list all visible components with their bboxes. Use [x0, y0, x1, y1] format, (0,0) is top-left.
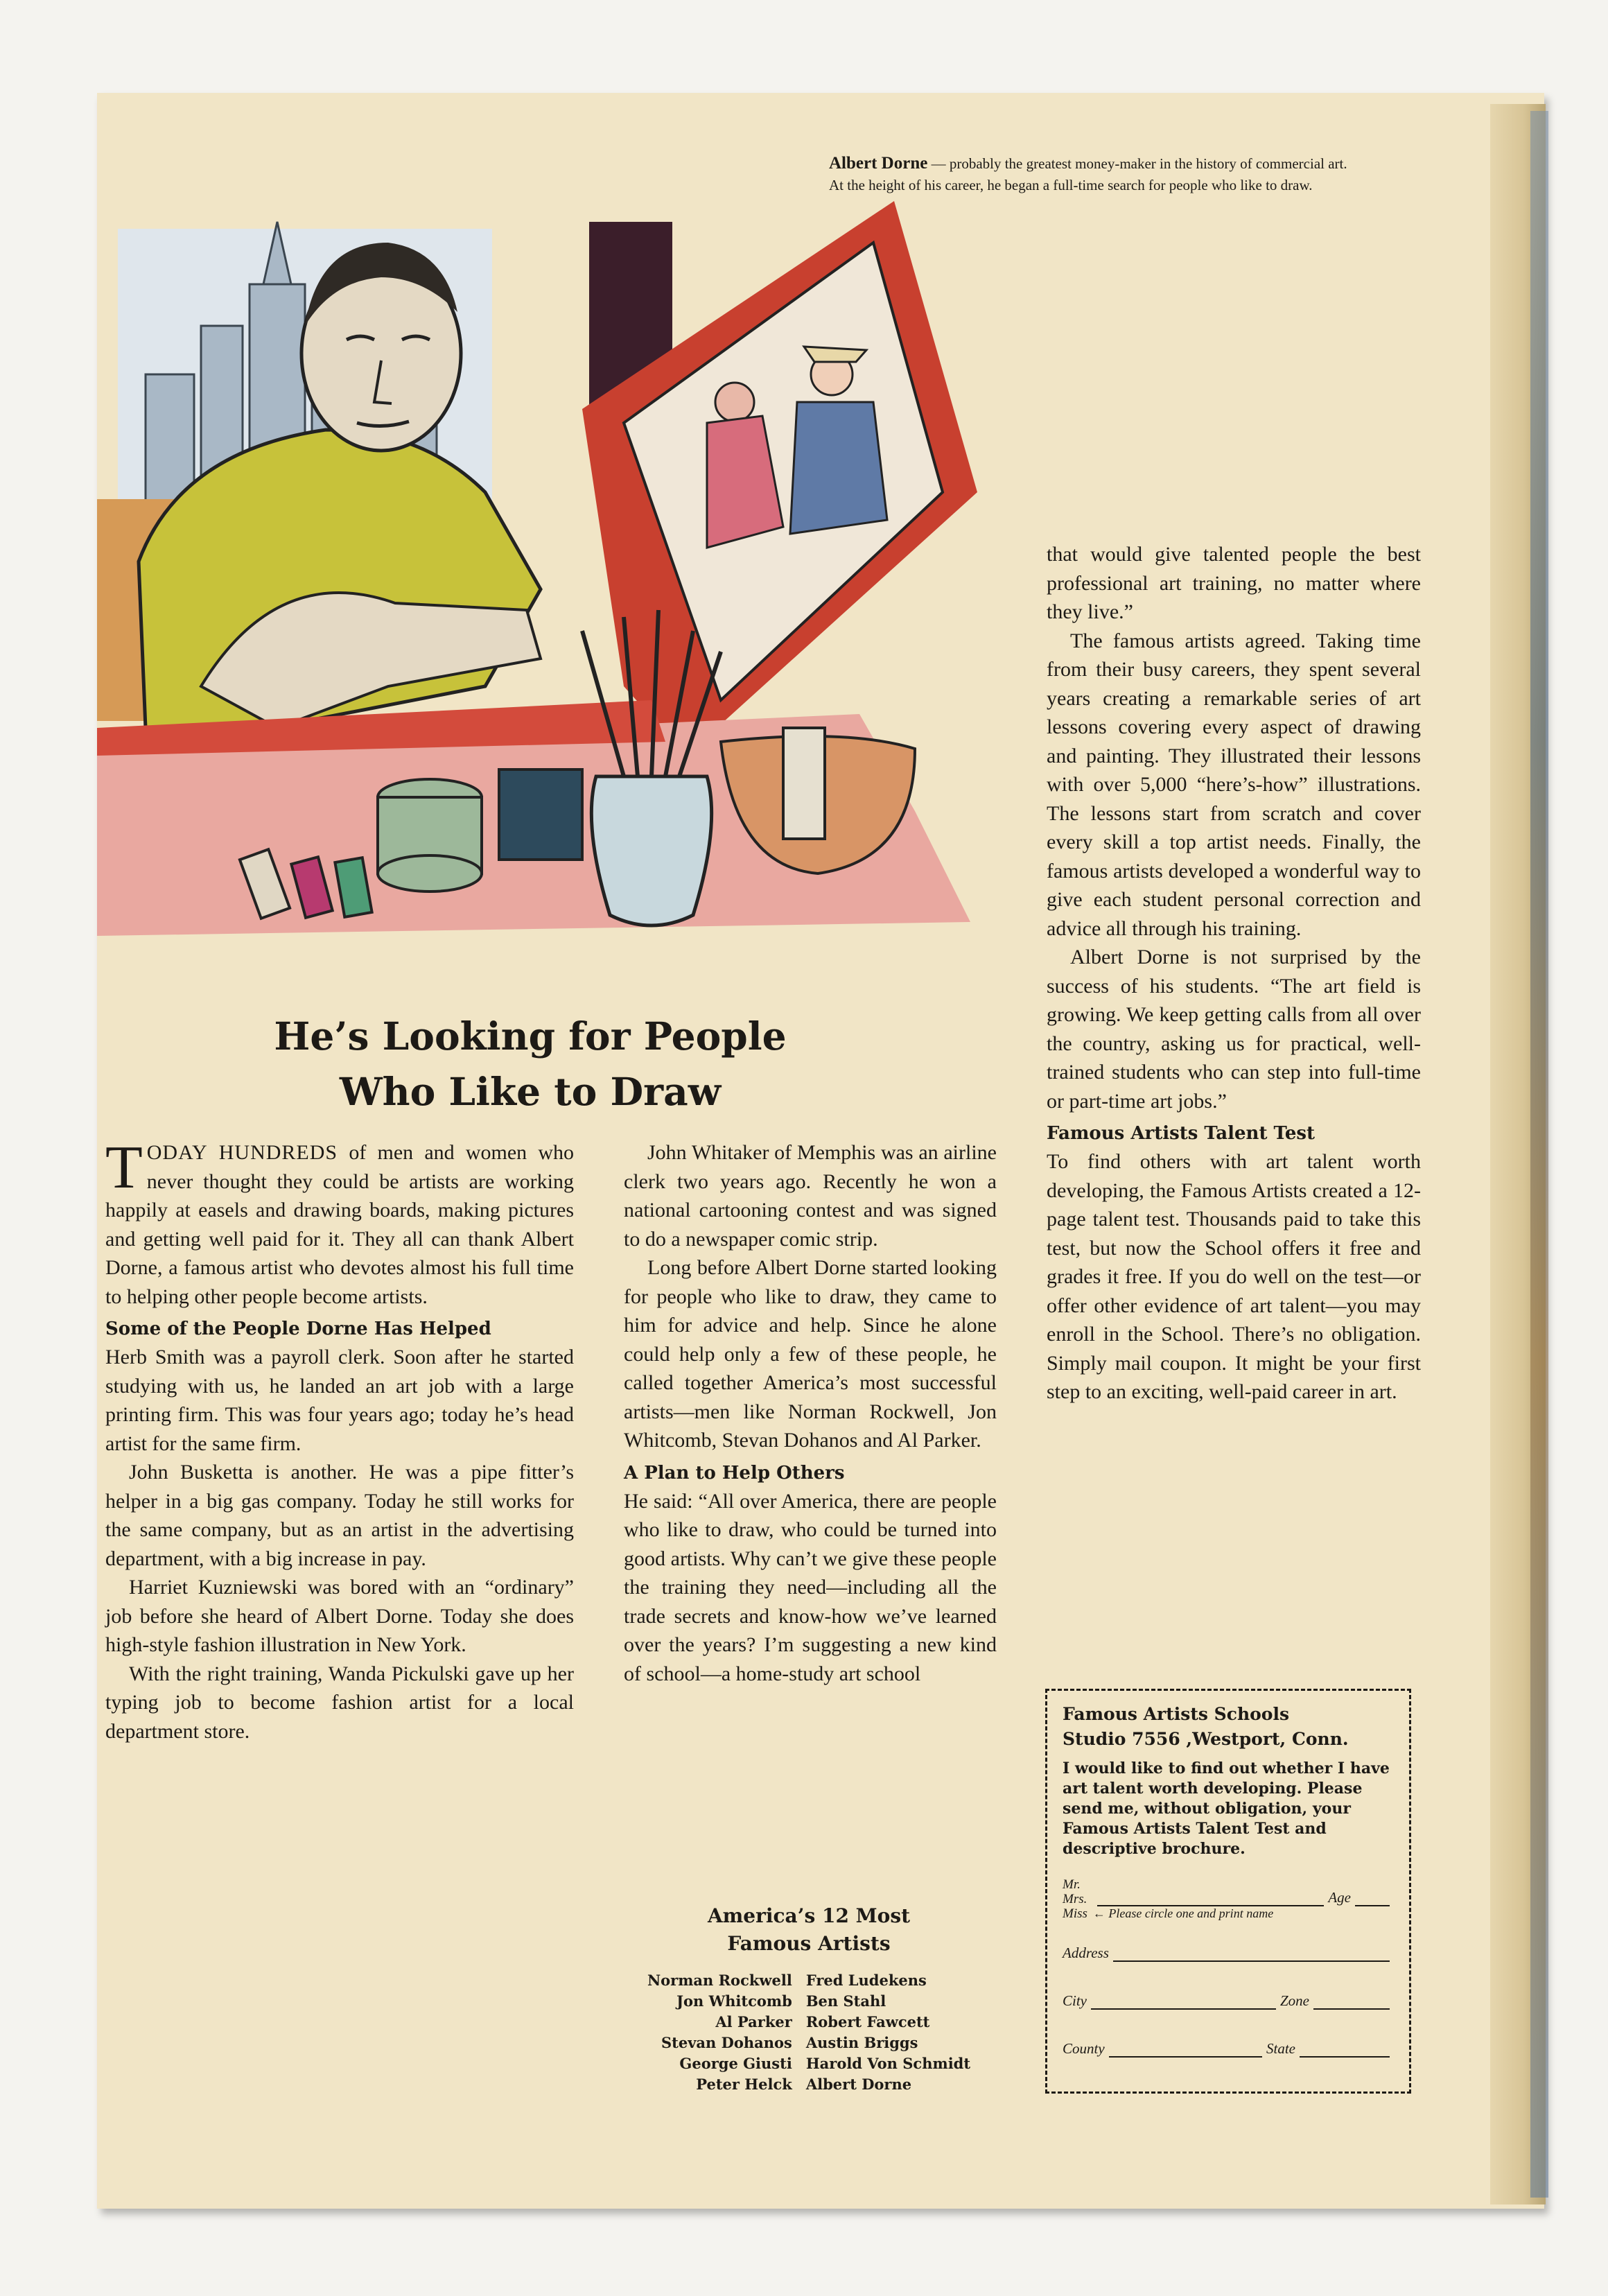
coupon-school: Famous Artists Schools — [1063, 1704, 1290, 1724]
paragraph-talent-test: To find others with art talent worth developing, the Famous Artists created a 12-page talent test. Thousands paid to take this test, but now the School offers it free and grades it free. If you do well on the test—or offer other evidence of art talent—you may enroll in the School. There’s no obligation. Simply mail coupon. It might be your first step to an exciting, well-paid career in art. — [1047, 1150, 1421, 1403]
artist-name: Austin Briggs — [805, 2034, 918, 2051]
article-column-1 — [105, 1134, 575, 1746]
paragraph-continued: that would give talented people the best professional art training, no matter where they live.” — [1047, 543, 1421, 623]
option-miss[interactable]: Miss — [1063, 1906, 1087, 1921]
headline — [166, 1009, 894, 1120]
lead-small-caps: ODAY HUNDREDS — [146, 1141, 338, 1164]
caption-name: Albert Dorne — [829, 154, 928, 173]
age-label: Age — [1328, 1889, 1351, 1906]
artist-name: George Giusti — [679, 2055, 792, 2072]
paragraph-herb-smith: Herb Smith was a payroll clerk. Soon after he started studying with us, he landed an art job with a large printing firm. This was four years ago; today he’s head artist for the same firm. — [105, 1346, 574, 1455]
state-field[interactable] — [1300, 2042, 1390, 2058]
famous-list-title-1: America’s 12 Most — [707, 1904, 911, 1927]
option-mr[interactable]: Mr. — [1063, 1877, 1081, 1892]
artist-name: Stevan Dohanos — [661, 2034, 792, 2051]
drop-cap: T — [105, 1134, 143, 1201]
illustration-caption — [829, 153, 1356, 196]
famous-artists-list — [617, 1902, 1001, 2095]
artist-name: Jon Whitcomb — [676, 1992, 792, 2010]
artist-name: Norman Rockwell — [647, 1972, 792, 1989]
article-column-3 — [1047, 540, 1421, 1407]
spine-strip — [1530, 111, 1548, 2198]
artist-name: Ben Stahl — [805, 1992, 886, 2010]
artist-name: Albert Dorne — [805, 2076, 912, 2093]
intro-text: of men and women who never thought they could be artists are working happily at easels and drawing boards, making pictures and getting well paid for it. They all can thank Albert Dorne, a famous artist who devotes almost his full time to helping other people become artists. — [105, 1141, 575, 1308]
paragraph-not-surprised: Albert Dorne is not surprised by the success of his students. “The art field is growing. We keep getting calls from all over the country, asking us for practical, well-trained students who can step into full-time or part-time art jobs.” — [1047, 946, 1421, 1113]
artist-name: Peter Helck — [696, 2076, 792, 2093]
state-label: State — [1266, 2040, 1295, 2057]
paragraph-dorne-search: Long before Albert Dorne started looking for people who like to draw, they came to him for advice and help. Since he alone could help only a few of these people, he called together America’s most successful artists—men like Norman Rockwell, Jon Whitcomb, Stevan Dohanos and Al Parker. — [624, 1256, 997, 1452]
paragraph-artists-agreed: The famous artists agreed. Taking time from their busy careers, they spent several years creating a remarkable series of art lessons covering every aspect of drawing and painting. They illustrated their lessons with over 5,000 “here’s-how” illustrations. The lessons start from scratch and cover every skill a top artist needs. Finally, the famous artists developed a wonderful way to give each student personal correction and advice all through his training. — [1047, 629, 1421, 940]
subhead-people-helped: Some of the People Dorne Has Helped — [105, 1319, 491, 1339]
subhead-talent-test: Famous Artists Talent Test — [1047, 1123, 1316, 1144]
address-field[interactable] — [1113, 1947, 1390, 1962]
county-field[interactable] — [1109, 2042, 1262, 2058]
paragraph-john-whitaker: John Whitaker of Memphis was an airline clerk two years ago. Recently he won a national cartooning contest and was signed to do a newspaper comic strip. — [624, 1141, 997, 1251]
salutation-options[interactable] — [1063, 1877, 1087, 1921]
paragraph-john-busketta: John Busketta is another. He was a pipe fitter’s helper in a big gas company. Today he still works for the same company, but as an artist in the advertising department, with a big increase in pay. — [105, 1461, 574, 1570]
artist-illustration — [97, 201, 991, 1019]
option-mrs[interactable]: Mrs. — [1063, 1892, 1087, 1906]
address-label: Address — [1063, 1945, 1109, 1961]
city-field[interactable] — [1091, 1994, 1276, 2010]
headline-line-2: Who Like to Draw — [339, 1069, 722, 1114]
name-field[interactable] — [1097, 1891, 1324, 1906]
artist-name: Fred Ludekens — [805, 1972, 927, 1989]
artist-name: Al Parker — [715, 2013, 792, 2030]
circle-note: ← Please circle one and print name — [1092, 1906, 1274, 1920]
county-label: County — [1063, 2040, 1105, 2057]
mail-coupon[interactable] — [1045, 1689, 1411, 2094]
city-label: City — [1063, 1992, 1087, 2009]
artist-name: Robert Fawcett — [805, 2013, 930, 2030]
zone-field[interactable] — [1313, 1994, 1390, 2010]
paragraph-plan: He said: “All over America, there are people who like to draw, who could be turned into good artists. Why can’t we give these people the training they need—including all the trade secrets and know-how we’ve learned over the years? I’m suggesting a new kind of school—a home-study art school — [624, 1489, 997, 1685]
age-field[interactable] — [1355, 1891, 1390, 1906]
intro-paragraph — [105, 1134, 575, 1311]
paragraph-wanda: With the right training, Wanda Pickulski gave up her typing job to become fashion artist for a local department store. — [105, 1662, 574, 1743]
subhead-plan: A Plan to Help Others — [624, 1462, 845, 1484]
coupon-body: I would like to find out whether I have art talent worth developing. Please send me, without obligation, your Famous Artists Talent Test and descriptive brochure. — [1063, 1759, 1390, 1858]
caption-text: — probably the greatest money-maker in the history of commercial art. At the height of his career, he began a full-time search for people who like to draw. — [829, 155, 1347, 193]
headline-line-1: He’s Looking for People — [274, 1014, 787, 1059]
article-column-2 — [624, 1138, 997, 1688]
zone-label: Zone — [1280, 1992, 1309, 2009]
coupon-address: Studio 7556 ,Westport, Conn. — [1063, 1729, 1349, 1749]
famous-list-title-2: Famous Artists — [727, 1932, 891, 1955]
paragraph-harriet: Harriet Kuzniewski was bored with an “ordinary” job before she heard of Albert Dorne. Today she does high-style fashion illustration in New York. — [105, 1576, 574, 1656]
artist-name: Harold Von Schmidt — [805, 2055, 971, 2072]
